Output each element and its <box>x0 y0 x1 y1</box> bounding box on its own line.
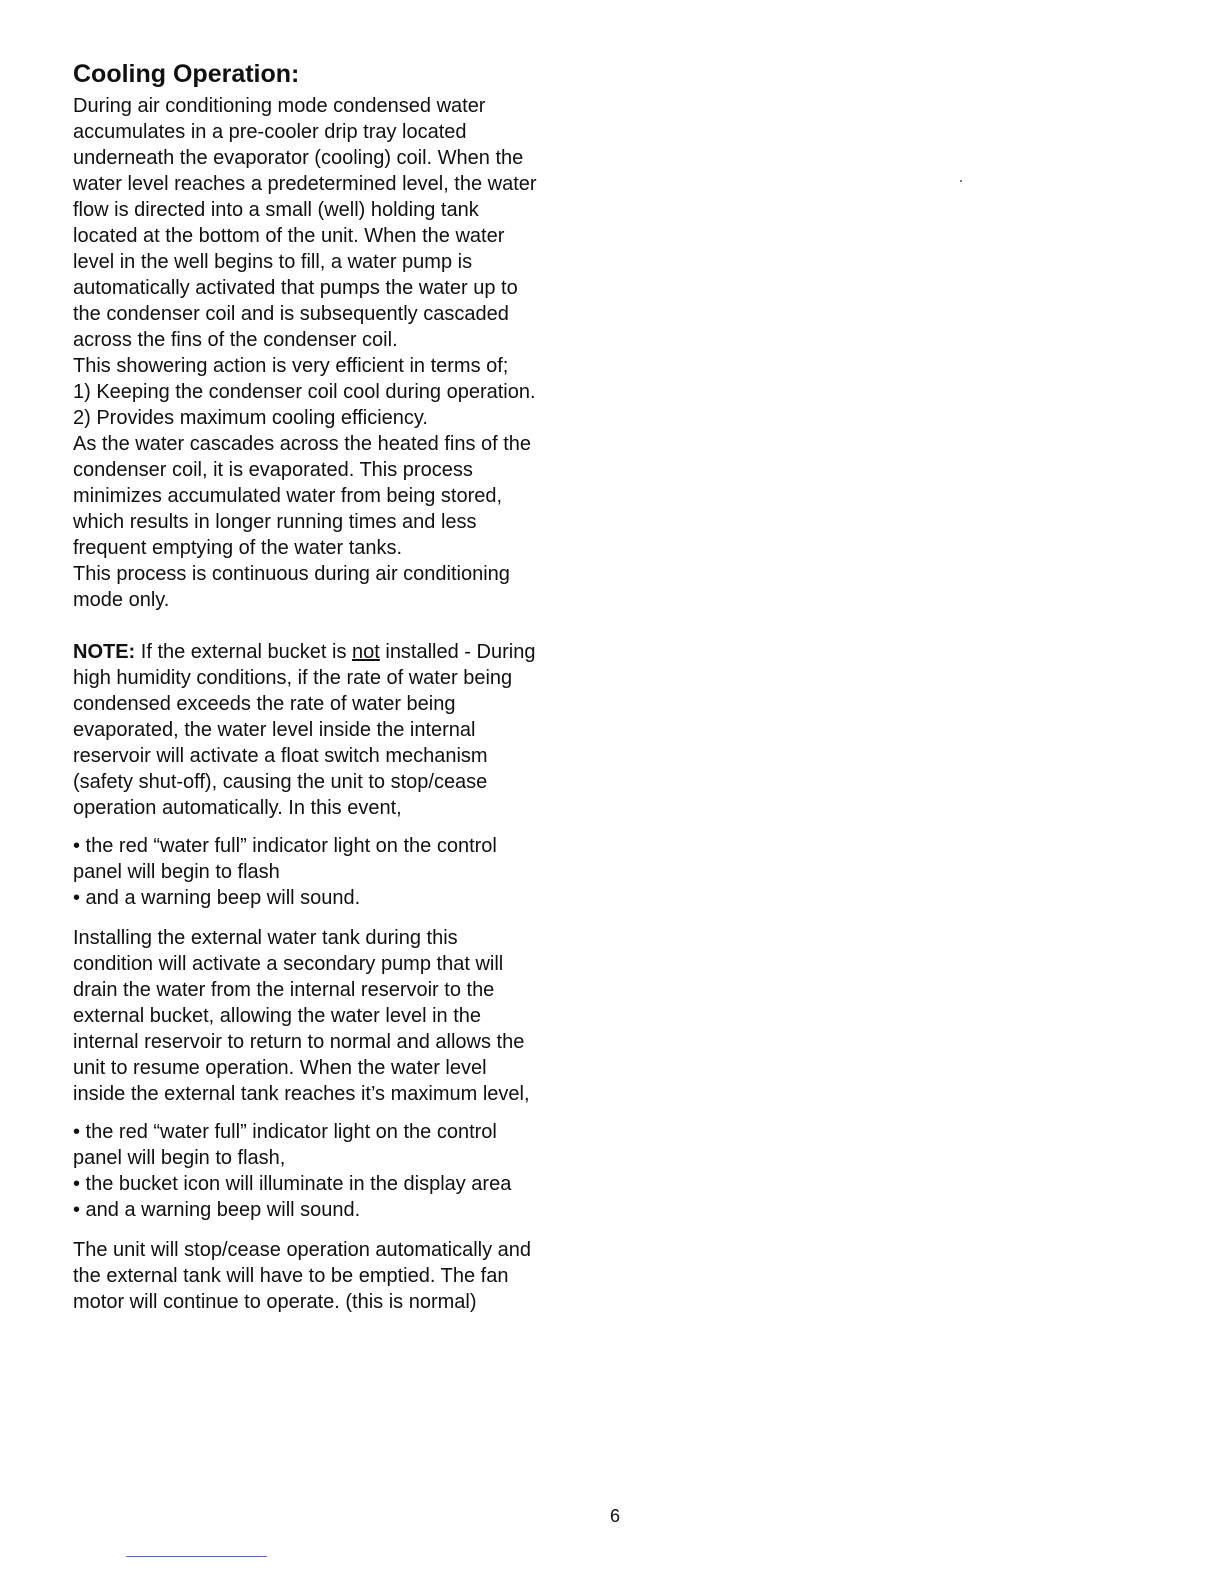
text-line: motor will continue to operate. (this is normal) <box>73 1291 477 1313</box>
text-line: During air conditioning mode condensed water <box>73 95 486 117</box>
text-line: across the fins of the condenser coil. <box>73 329 398 351</box>
text-line: unit to resume operation. When the water level <box>73 1057 487 1079</box>
text-line: This process is continuous during air conditioning <box>73 563 510 585</box>
text-line: (safety shut-off), causing the unit to stop/cease <box>73 771 488 793</box>
text-line: flow is directed into a small (well) holding tank <box>73 199 479 221</box>
text-line: the condenser coil and is subsequently cascaded <box>73 303 509 325</box>
note-first-line <box>73 639 613 665</box>
text-line: underneath the evaporator (cooling) coil. When the <box>73 147 524 169</box>
bullet-list <box>73 1119 613 1223</box>
text-line: condensed exceeds the rate of water being <box>73 693 456 715</box>
text-line: As the water cascades across the heated fins of the <box>73 433 532 455</box>
text-line: external bucket, allowing the water level in the <box>73 1005 482 1027</box>
list-item: • the red “water full” indicator light on the control <box>73 835 497 857</box>
install-paragraph <box>73 925 613 1107</box>
list-item: • and a warning beep will sound. <box>73 887 361 909</box>
text-line: accumulates in a pre-cooler drip tray located <box>73 121 467 143</box>
text-line: inside the external tank reaches it’s maximum level, <box>73 1083 530 1105</box>
text-line: 2) Provides maximum cooling efficiency. <box>73 407 428 429</box>
text-line: reservoir will activate a float switch mechanism <box>73 745 488 767</box>
text-line: internal reservoir to return to normal and allows the <box>73 1031 525 1053</box>
scan-speck <box>960 180 962 182</box>
text-line: level in the well begins to fill, a water pump is <box>73 251 473 273</box>
list-item: • and a warning beep will sound. <box>73 1199 361 1221</box>
note-emphasis: not <box>352 641 380 663</box>
list-item: panel will begin to flash, <box>73 1147 286 1169</box>
text-line: water level reaches a predetermined level, the water <box>73 173 537 195</box>
text-line: condition will activate a secondary pump that will <box>73 953 504 975</box>
list-item: • the bucket icon will illuminate in the display area <box>73 1173 512 1195</box>
page-number: 6 <box>609 1506 620 1526</box>
text-line: mode only. <box>73 589 170 611</box>
text-line: located at the bottom of the unit. When the water <box>73 225 505 247</box>
list-item: panel will begin to flash <box>73 861 280 883</box>
intro-paragraph <box>73 93 613 613</box>
text-line: evaporated, the water level inside the internal <box>73 719 476 741</box>
text-line: automatically activated that pumps the water up to <box>73 277 518 299</box>
bullet-list <box>73 833 613 911</box>
text-line: operation automatically. In this event, <box>73 797 402 819</box>
text-column <box>73 58 613 1315</box>
text-line: 1) Keeping the condenser coil cool during operation. <box>73 381 536 403</box>
text-line: minimizes accumulated water from being stored, <box>73 485 503 507</box>
text-line: condenser coil, it is evaporated. This process <box>73 459 473 481</box>
text-line: The unit will stop/cease operation automatically and <box>73 1239 532 1261</box>
note-label: NOTE: <box>73 641 136 663</box>
text-line: Installing the external water tank during this <box>73 927 458 949</box>
text-line: drain the water from the internal reservoir to the <box>73 979 495 1001</box>
text-line: high humidity conditions, if the rate of water being <box>73 667 513 689</box>
text-line: which results in longer running times and less <box>73 511 477 533</box>
note-text: installed - During <box>379 641 536 663</box>
text-line: frequent emptying of the water tanks. <box>73 537 403 559</box>
note-paragraph <box>73 639 613 821</box>
footer-rule <box>126 1556 267 1557</box>
note-text: If the external bucket is <box>135 641 352 663</box>
text-line: This showering action is very efficient in terms of; <box>73 355 509 377</box>
closing-paragraph <box>73 1237 613 1315</box>
page-title: Cooling Operation: <box>73 60 300 88</box>
text-line: the external tank will have to be emptied. The fan <box>73 1265 509 1287</box>
list-item: • the red “water full” indicator light on the control <box>73 1121 497 1143</box>
